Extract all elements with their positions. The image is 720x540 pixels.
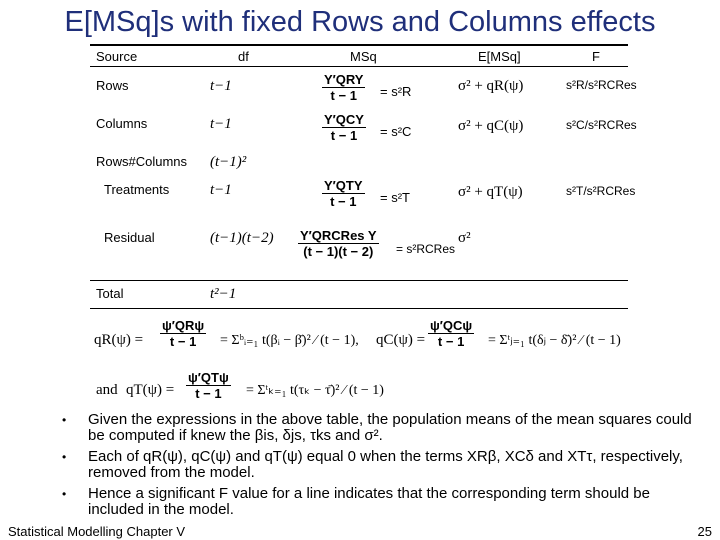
row-treatments-source: Treatments [104,182,170,197]
row-rowscolumns-df: (t−1)² [210,154,247,170]
bullet-text: Hence a significant F value for a line indicates that the corresponding term should be included in the model. [88,485,650,518]
qt-num: ψ′QTψ [188,370,229,385]
row-total-source: Total [96,286,124,301]
total-rule [90,280,628,281]
qt-rhs: = Σᵗₖ₌₁ t(τₖ − τ̄)² ⁄ (t − 1) [246,383,384,398]
row-treatments-msq-eq: = s²T [380,190,410,205]
row-columns-msq-den: t − 1 [322,127,366,143]
qr-fraction [160,318,206,349]
header-msq: MSq [350,49,377,64]
row-treatments-msq-num: Y′QTY [324,178,363,193]
header-rule [90,66,628,67]
qr-lhs: qR(ψ) = [94,332,144,348]
bullet-text: Given the expressions in the above table, the population means of the mean squares could be computed if knew the βis, δjs, τks and σ². [88,411,692,444]
row-rows-source: Rows [96,78,129,93]
row-residual-msq-fraction [298,228,379,259]
qt-den: t − 1 [186,385,231,401]
bullet-item [62,486,702,518]
row-rows-msq-num: Y′QRY [324,72,364,87]
row-rows-emsq: σ² + qR(ψ) [458,78,524,94]
qc-fraction [428,318,474,349]
bullet-list [62,412,702,523]
row-treatments-msq-fraction [322,178,365,209]
row-residual-df: (t−1)(t−2) [210,230,274,246]
qc-num: ψ′QCψ [430,318,473,333]
qc-lhs: qC(ψ) = [376,332,426,348]
anova-table [90,44,637,309]
row-total-df: t²−1 [210,286,237,302]
row-residual-emsq: σ² [458,230,471,246]
row-treatments-msq-den: t − 1 [322,193,365,209]
header-source: Source [96,49,138,64]
bullet-item [62,449,702,481]
row-rows-msq-fraction [322,72,365,103]
row-residual-source: Residual [104,230,155,245]
bullet-item [62,412,702,444]
row-columns-msq-eq: = s²C [380,124,412,139]
row-columns-f: s²C/s²RCRes [566,118,637,132]
row-columns-msq-num: Y′QCY [324,112,364,127]
row-residual-msq-eq: = s²RCRes [396,242,456,256]
row-treatments-f: s²T/s²RCRes [566,184,636,198]
bullet-text: Each of qR(ψ), qC(ψ) and qT(ψ) equal 0 when the terms XRβ, XCδ and XTτ, respectively, removed from the model. [88,448,683,481]
footer-course-label: Statistical Modelling Chapter V [8,524,186,539]
row-treatments-emsq: σ² + qT(ψ) [458,184,523,200]
row-rowscolumns-source: Rows#Columns [96,154,188,169]
qt-fraction [186,370,231,401]
header-f: F [592,49,600,64]
qt-lhs: qT(ψ) = [126,382,175,398]
row-treatments-df: t−1 [210,182,232,198]
qc-rhs: = Σᵗⱼ₌₁ t(δⱼ − δ̄)² ⁄ (t − 1) [488,333,621,348]
header-emsq: E[MSq] [478,49,521,64]
qr-num: ψ′QRψ [162,318,205,333]
row-columns-df: t−1 [210,116,232,132]
page-number: 25 [697,524,712,539]
row-rows-df: t−1 [210,78,232,94]
row-columns-msq-fraction [322,112,366,143]
row-residual-msq-den: (t − 1)(t − 2) [298,243,379,259]
slide-title: E[MSq]s with fixed Rows and Columns effects [64,6,656,38]
qt-lead: and [96,382,118,398]
row-rows-f: s²R/s²RCRes [566,78,637,92]
bullet-dot-icon: • [62,487,67,501]
bullet-dot-icon: • [62,450,67,464]
header-df: df [238,49,249,64]
qr-rhs: = Σᵇᵢ₌₁ t(βᵢ − β̄)² ⁄ (t − 1), [220,333,359,348]
row-columns-source: Columns [96,116,148,131]
row-rows-msq-eq: = s²R [380,84,412,99]
row-columns-emsq: σ² + qC(ψ) [458,118,524,134]
qr-den: t − 1 [160,333,206,349]
bullet-dot-icon: • [62,413,67,427]
qc-den: t − 1 [428,333,474,349]
row-rows-msq-den: t − 1 [322,87,365,103]
row-residual-msq-num: Y′QRCRes Y [300,228,377,243]
